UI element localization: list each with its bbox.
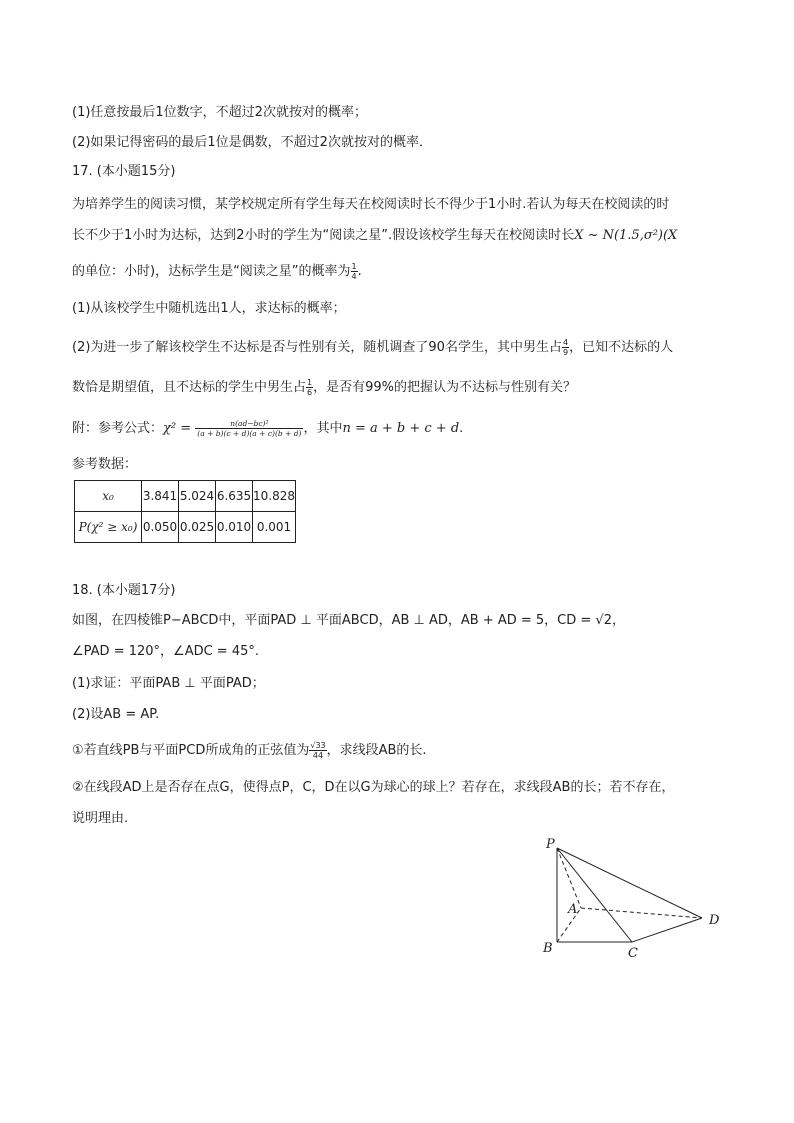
p17-distribution: X ~ N(1.5,σ²)(X (574, 228, 678, 243)
vertex-label-a: A (568, 902, 578, 917)
table-cell: 0.010 (216, 512, 253, 543)
table-cell: 3.841 (142, 481, 179, 512)
table-header-probability: P(χ² ≥ x₀) (75, 512, 142, 543)
p17-line-2-text: 长不少于1小时为达标，达到2小时的学生为“阅读之星”.假设该校学生每天在校阅读时长 (72, 228, 575, 243)
table-cell: 5.024 (179, 481, 216, 512)
edge-pc (557, 848, 632, 942)
edge-pd (557, 848, 702, 918)
table-row (75, 481, 296, 512)
p18-sub-2: ②在线段AD上是否存在点G，使得点P，C，D在以G为球心的球上？若存在，求线段AB的长；若不存在， (72, 780, 675, 795)
edge-cd (632, 918, 702, 942)
p18-line-1: 如图，在四棱锥P−ABCD中，平面PAD ⊥ 平面ABCD，AB ⊥ AD，AB + AD = 5，CD = √2， (72, 613, 625, 628)
fraction-sqrt33-over-44: $\frac{√33}{44}$ (310, 741, 326, 760)
p17-header: 17. (本小题15分) (72, 164, 176, 179)
fraction-four-ninths: $\frac{4}{9}$ (562, 338, 569, 357)
fraction-one-quarter: $\frac{1}{4}$ (351, 262, 357, 281)
p18-header: 18. (本小题17分) (72, 583, 176, 598)
pyramid-figure (530, 832, 730, 967)
chi-square-symbol: χ² = (163, 421, 192, 436)
vertex-label-p: P (546, 837, 555, 852)
fraction-one-sixth: $\frac{1}{6}$ (307, 378, 313, 397)
edge-pa-hidden (557, 848, 581, 908)
p18-question-1: (1)求证：平面PAB ⊥ 平面PAD； (72, 676, 265, 691)
p18-question-2: (2)设AB = AP. (72, 707, 160, 722)
table-cell: 0.050 (142, 512, 179, 543)
p17-question-1: (1)从该校学生中随机选出1人，求达标的概率； (72, 301, 346, 316)
p17-question-2-cont: 数恰是期望值，且不达标的学生中男生占 $\frac{1}{6}$ ，是否有99%的把握认为不达标与性别有关？ (72, 378, 577, 397)
p17-line-3: 的单位：小时)，达标学生是“阅读之星”的概率为 $\frac{1}{4}$ . (72, 262, 362, 281)
p17-line-3-text: 的单位：小时)，达标学生是“阅读之星”的概率为 (72, 264, 351, 279)
p16-question-1: (1)任意按最后1位数字，不超过2次就按对的概率； (72, 105, 367, 120)
p18-sub-2-cont: 说明理由. (72, 811, 129, 826)
p16-question-2: (2)如果记得密码的最后1位是偶数，不超过2次就按对的概率． (72, 135, 432, 150)
table-row (75, 512, 296, 543)
table-cell: 6.635 (216, 481, 253, 512)
table-cell: 0.025 (179, 512, 216, 543)
vertex-label-b: B (543, 941, 553, 956)
table-cell: 0.001 (253, 512, 296, 543)
p17-line-1: 为培养学生的阅读习惯，某学校规定所有学生每天在校阅读时长不得少于1小时.若认为每天在校阅读的时 (72, 197, 670, 212)
table-cell: 10.828 (253, 481, 296, 512)
p18-line-2: ∠PAD = 120°，∠ADC = 45°. (72, 644, 260, 659)
vertex-label-c: C (628, 946, 638, 961)
p17-line-2 (72, 227, 677, 245)
reference-data-table (74, 480, 296, 543)
p17-question-2: (2)为进一步了解该校学生不达标是否与性别有关，随机调查了90名学生，其中男生占 $\frac{4}{9}$ ，已知不达标的人 (72, 338, 674, 357)
p17-formula: 附：参考公式：χ² = $\frac{\text{n(ad−bc)²}}{(a + b)(c + d)(a + c)(b + d)}$ ，其中n = a + b + c + d. (72, 419, 464, 438)
vertex-label-d: D (709, 913, 720, 928)
p18-sub-1: ①若直线PB与平面PCD所成角的正弦值为 $\frac{√33}{44}$ ，求线段AB的长. (72, 741, 427, 760)
p17-ref-label: 参考数据： (72, 457, 138, 472)
table-header-x0: x₀ (75, 481, 142, 512)
chi-square-fraction: $\frac{\text{n(ad−bc)²}}{(a + b)(c + d)(a + c)(b + d)}$ (197, 419, 302, 438)
